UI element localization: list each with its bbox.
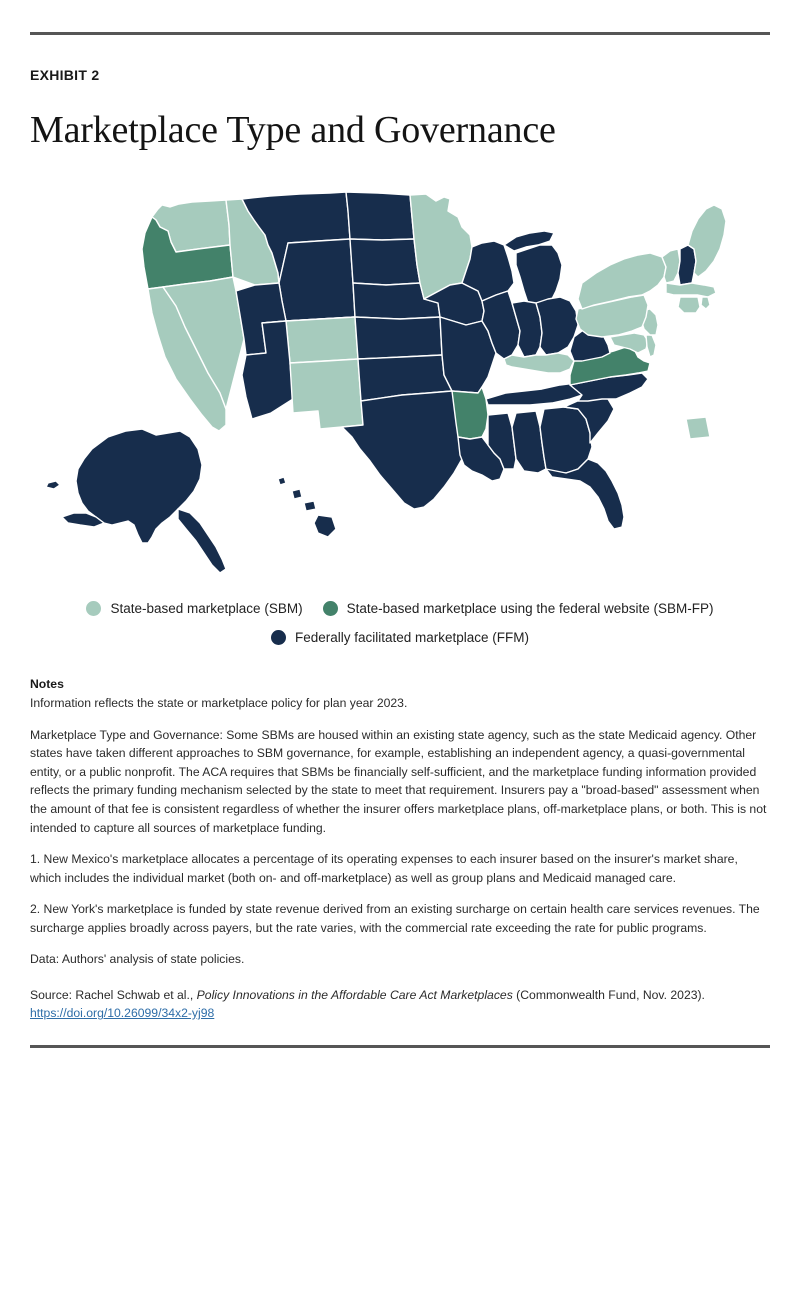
state-HI-4[interactable] bbox=[314, 515, 336, 537]
legend-item-ffm[interactable] bbox=[271, 630, 529, 645]
state-KY[interactable] bbox=[504, 353, 574, 373]
state-RI[interactable] bbox=[701, 297, 710, 309]
state-AK-aleutians-1[interactable] bbox=[46, 481, 60, 489]
us-choropleth-map bbox=[30, 187, 770, 587]
legend-label-sbm-fp: State-based marketplace using the federal website (SBM-FP) bbox=[346, 600, 714, 616]
source-line bbox=[30, 986, 770, 1023]
exhibit-page bbox=[0, 32, 800, 1315]
notes-paragraph-3: 1. New Mexico's marketplace allocates a percentage of its operating expenses to each insurer based on the insurer's market share, which includes the individual market (both on- and off-marketplace) as well as group plans and Medicaid managed care. bbox=[30, 852, 738, 885]
state-HI-3[interactable] bbox=[304, 501, 316, 511]
legend-item-sbm-fp[interactable] bbox=[323, 601, 714, 616]
source-title: Policy Innovations in the Affordable Care Act Marketplaces bbox=[196, 987, 513, 1002]
state-SD[interactable] bbox=[350, 239, 420, 285]
state-TN[interactable] bbox=[486, 383, 584, 405]
notes-section bbox=[30, 675, 770, 969]
map-svg bbox=[30, 187, 770, 587]
state-WY[interactable] bbox=[279, 239, 355, 321]
notes-paragraph-2: Marketplace Type and Governance: Some SBMs are housed within an existing state agency, such as the state Medicaid agency. Other states have taken different approaches to SBM governance, for example, establishing an independent agency, a quasi-governmental entity, or a public nonprofit. The ACA requires that SBMs be financially self-sufficient, and the marketplace funding information provided reflects the primary funding mechanism selected by the state to meet that requirement. Insurers pay a "broad-based" assessment when the amount of that fee is consistent regardless of whether the insurer offers marketplace plans, off-marketplace plans, or both. This is not intended to capture all sources of marketplace funding. bbox=[30, 727, 767, 835]
state-CO-rect[interactable] bbox=[286, 317, 358, 363]
state-DE[interactable] bbox=[646, 335, 656, 357]
state-NM[interactable] bbox=[290, 359, 363, 429]
bottom-divider bbox=[30, 1045, 770, 1048]
legend-swatch-ffm-circle-icon bbox=[271, 630, 286, 645]
state-CT[interactable] bbox=[678, 297, 700, 313]
state-DC[interactable] bbox=[686, 417, 710, 439]
legend-row-2 bbox=[30, 630, 770, 645]
state-HI-2[interactable] bbox=[292, 489, 302, 499]
legend-label-ffm: Federally facilitated marketplace (FFM) bbox=[294, 629, 530, 645]
source-doi-link[interactable]: https://doi.org/10.26099/34x2-yj98 bbox=[30, 1006, 215, 1021]
notes-paragraph-1: Information reflects the state or marketplace policy for plan year 2023. bbox=[30, 696, 408, 711]
notes-paragraph-4: 2. New York's marketplace is funded by state revenue derived from an existing surcharge on certain health care services revenues. The surcharge applies broadly across payers, but the rate varies, with the commercial rate exceeding the rate for public programs. bbox=[30, 902, 760, 935]
state-KS[interactable] bbox=[355, 317, 442, 359]
notes-heading: Notes bbox=[30, 676, 64, 691]
notes-paragraph-5: Data: Authors' analysis of state policies. bbox=[30, 952, 245, 967]
source-middle: (Commonwealth Fund, Nov. 2023). bbox=[512, 987, 705, 1002]
top-divider bbox=[30, 32, 770, 35]
map-legend bbox=[30, 601, 770, 645]
state-NH[interactable] bbox=[678, 245, 696, 285]
state-AR[interactable] bbox=[452, 387, 488, 439]
legend-swatch-sbm-circle-icon bbox=[86, 601, 101, 616]
state-ND[interactable] bbox=[346, 192, 414, 240]
page-title: Marketplace Type and Governance bbox=[30, 109, 556, 151]
source-prefix: Source: Rachel Schwab et al., bbox=[30, 987, 197, 1002]
state-AK-panhandle[interactable] bbox=[178, 509, 226, 573]
exhibit-label: EXHIBIT 2 bbox=[30, 67, 100, 83]
legend-swatch-sbm-fp-circle-icon bbox=[323, 601, 338, 616]
state-MA[interactable] bbox=[666, 283, 716, 297]
state-HI-1[interactable] bbox=[278, 477, 286, 485]
legend-row-1 bbox=[30, 601, 770, 616]
state-TX[interactable] bbox=[342, 391, 472, 509]
legend-item-sbm[interactable] bbox=[86, 601, 302, 616]
legend-label-sbm: State-based marketplace (SBM) bbox=[110, 600, 303, 616]
